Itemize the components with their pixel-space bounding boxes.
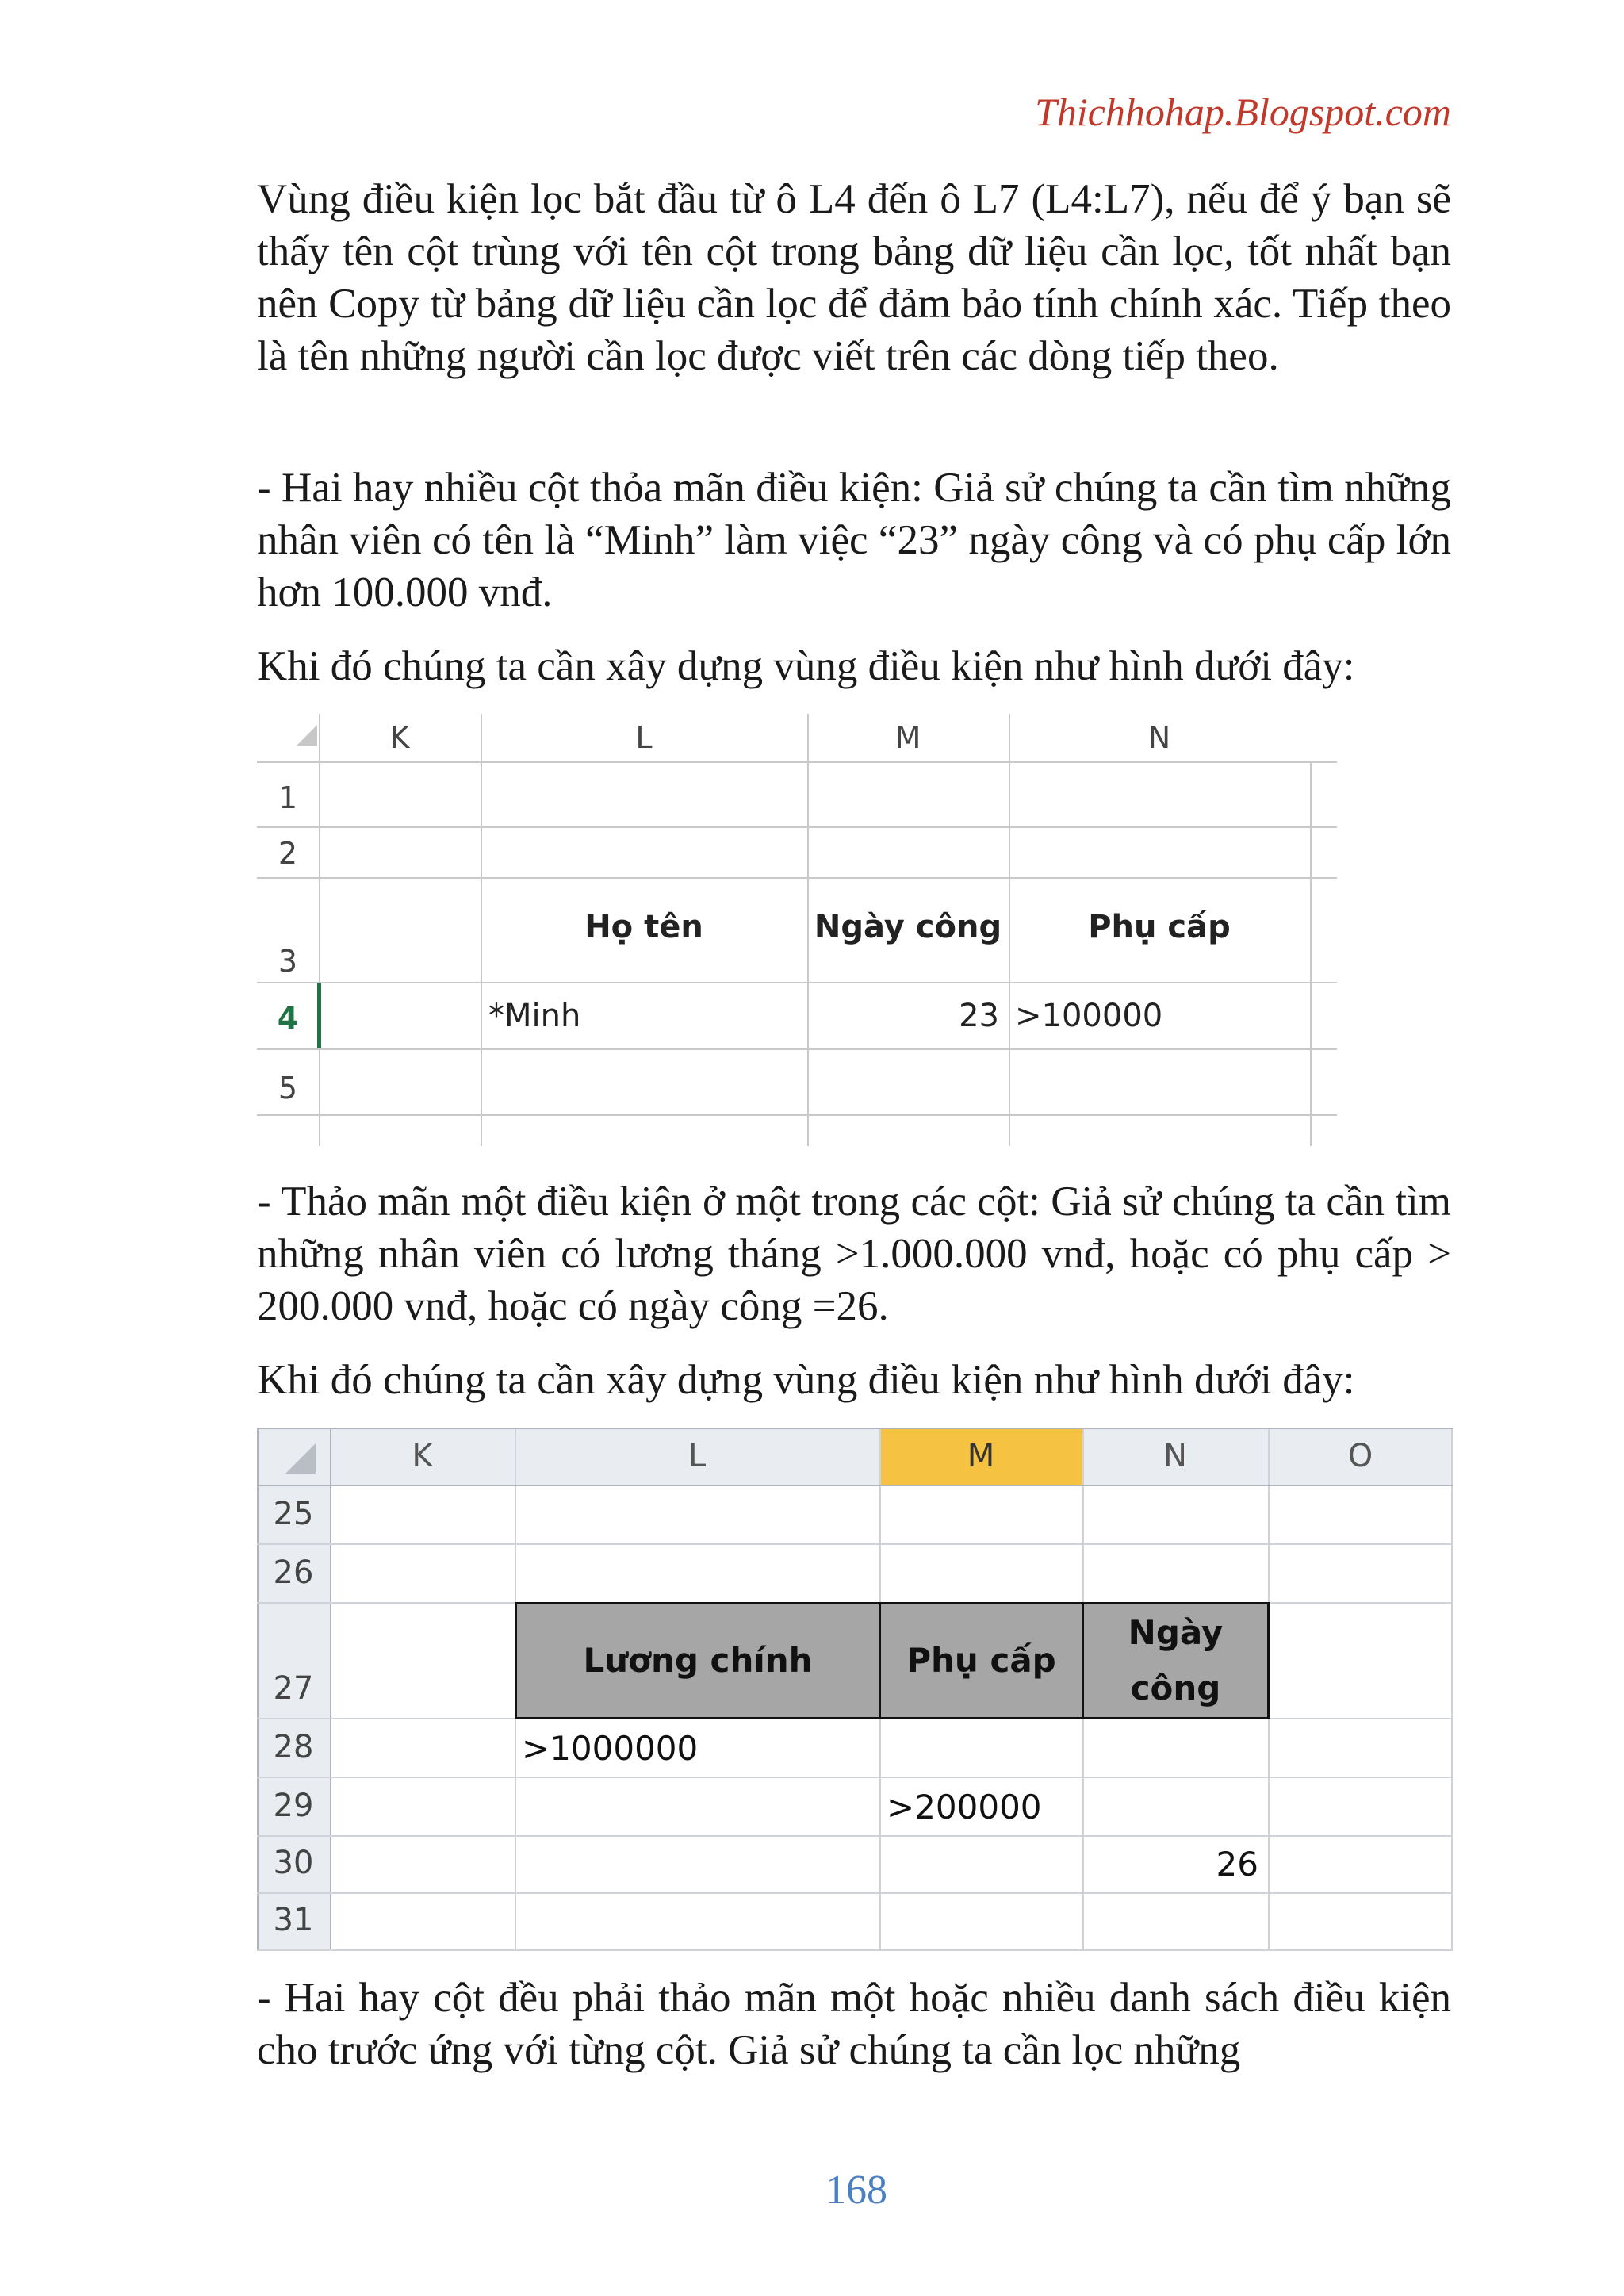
row-header-5: 5 (278, 1071, 298, 1106)
row-header-2: 2 (278, 836, 298, 871)
row-header-29: 29 (273, 1788, 314, 1824)
column-header-k: K (412, 1438, 433, 1474)
value-phu-cap: >200000 (887, 1788, 1042, 1826)
column-header-n: N (1147, 720, 1171, 755)
header-ngay-cong: Ngày công (814, 909, 1002, 945)
paragraph-4: - Thảo mãn một điều kiện ở một trong các cột: Giả sử chúng ta cần tìm những nhân viên có lương tháng >1.000.000 vnđ, hoặc có phụ cấp > 200.000 vnđ, hoặc có ngày công =26. (257, 1179, 1451, 1329)
select-all-corner (285, 1443, 316, 1474)
header-luong-chinh: Lương chính (515, 1602, 881, 1719)
paragraph-5: Khi đó chúng ta cần xây dựng vùng điều kiện như hình dưới đây: (257, 1357, 1355, 1403)
header-site-name: Thichhohap.Blogspot.com (1035, 90, 1451, 134)
value-phu-cap: >100000 (1015, 998, 1163, 1034)
header-ho-ten: Họ tên (584, 909, 703, 945)
paragraph-6: - Hai hay cột đều phải thảo mãn một hoặc nhiều danh sách điều kiện cho trước ứng với từng cột. Giả sử chúng ta cần lọc những (257, 1975, 1451, 2073)
row-header-30: 30 (273, 1845, 314, 1881)
active-row-marker (317, 983, 321, 1048)
row-header-26: 26 (273, 1554, 314, 1591)
select-all-corner (297, 725, 317, 746)
paragraph-2: - Hai hay nhiều cột thỏa mãn điều kiện: Giả sử chúng ta cần tìm những nhân viên có tên là “Minh” làm việc “23” ngày công và có phụ cấp lớn hơn 100.000 vnđ. (257, 465, 1451, 615)
column-header-l: L (635, 720, 653, 755)
column-header-m: M (967, 1438, 995, 1474)
row-header-31: 31 (273, 1902, 314, 1938)
column-header-m: M (894, 720, 921, 755)
spreadsheet-figure-2 (257, 1428, 1453, 1951)
header-phu-cap: Phụ cấp (1088, 909, 1231, 945)
header-ngay-cong (1082, 1602, 1270, 1719)
column-header-k: K (389, 720, 410, 755)
row-header-3: 3 (278, 944, 298, 979)
value-ngay-cong: 23 (959, 998, 999, 1034)
row-header-1: 1 (278, 780, 298, 815)
header-phu-cap: Phụ cấp (879, 1602, 1084, 1719)
value-ngay-cong: 26 (1216, 1845, 1258, 1884)
column-header-o: O (1347, 1438, 1373, 1474)
header-ngay-cong-line-2: công (1130, 1669, 1221, 1708)
header-ngay-cong-line-1: Ngày (1128, 1613, 1224, 1652)
paragraph-1: Vùng điều kiện lọc bắt đầu từ ô L4 đến ô L7 (L4:L7), nếu để ý bạn sẽ thấy tên cột trùng với tên cột trong bảng dữ liệu cần lọc, tốt nhất bạn nên Copy từ bảng dữ liệu cần lọc để đảm bảo tính chính xác. Tiếp theo là tên những người cần lọc được viết trên các dòng tiếp theo. (257, 176, 1451, 379)
column-header-n: N (1163, 1438, 1187, 1474)
spreadsheet-figure-1 (257, 714, 1337, 1150)
paragraph-3: Khi đó chúng ta cần xây dựng vùng điều kiện như hình dưới đây: (257, 643, 1355, 689)
row-header-27: 27 (273, 1670, 314, 1707)
column-header-l: L (688, 1438, 707, 1474)
row-header-4: 4 (277, 1001, 299, 1036)
page-number: 168 (825, 2168, 887, 2213)
row-header-25: 25 (273, 1496, 314, 1532)
value-luong-chinh: >1000000 (522, 1729, 699, 1768)
row-header-28: 28 (273, 1729, 314, 1765)
value-ho-ten: *Minh (488, 998, 581, 1034)
